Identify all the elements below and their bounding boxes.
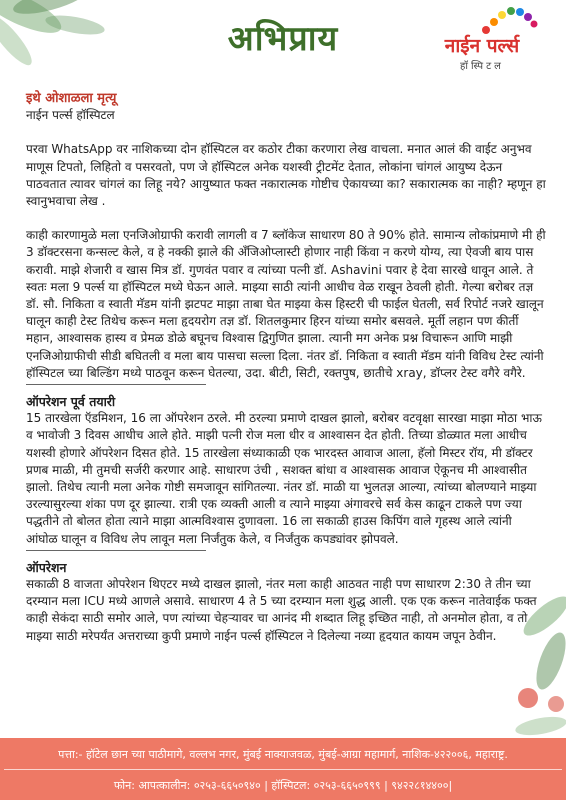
divider xyxy=(26,550,206,551)
article-heading: इथे ओशाळला मृत्यू xyxy=(26,91,117,106)
article-body xyxy=(26,90,546,645)
article-subheading: नाईन पर्ल्स हॉस्पिटल xyxy=(26,108,115,123)
divider xyxy=(26,384,206,385)
hospital-logo xyxy=(412,6,552,80)
footer-address: पत्ता:- हॉटेल छान च्या पाठीमागे, वल्लभ नगर, मुंबई नाक्याजवळ, मुंबई-आग्रा महामार्ग, नाशिक-४२२००६, महाराष्ट्र. xyxy=(58,748,508,761)
section-title-operation: ऑपरेशन xyxy=(26,559,67,575)
logo-name: नाईन पर्ल्स xyxy=(444,35,520,57)
paragraph-intro: परवा WhatsApp वर नाशिकच्या दोन हॉस्पिटल वर कठोर टीका करणारा लेख वाचला. मनात आलं की वाईट अनुभव माणूस टिपतो, लिहितो व पसरवतो, पण जे हॉस्पिटल अनेक यशस्वी ट्रीटमेंट देतात, लोकांना चांगलं आयुष्य देऊन पाठवतात त्यावर चांगलं का लिहू नये? आयुष्यात फक्त नकारात्मक गोष्टीच ऐकायच्या का? सकारात्मक का नाही? म्हणून हा स्वानुभवाचा लेख . xyxy=(26,142,546,209)
logo-subtitle: हॉस्पिटल xyxy=(460,61,504,72)
paragraph-diagnosis: काही कारणामुळे मला एनजिओग्राफी करावी लागली व 7 ब्लॉकेज साधारण 80 ते 90% होते. सामान्य लोकांप्रमाणे मी ही 3 डॉक्टरसना कन्सल्ट केले, व हे नक्की झाले की अँजिओप्लास्टी होणार नाही किंवा न करणे योग्य, त्या ऐवजी बाय पास करावी. माझे शेजारी व खास मित्र डॉ. गुणवंत पवार व त्यांच्या पत्नी डॉ. Ashavini पवार हे देवा सारखे धावून आले. ते स्वतः मला 9 पर्ल्स या हॉस्पिटल मध्ये घेऊन आले. माझ्या साठी त्यांनी आधीच वेळ राखून ठेवली होती. गेल्या बरोबर तज्ञ डॉ. सौ. निकिता व स्वाती मॅडम यांनी झटपट माझा ताबा घेत माझ्या केस हिस्टरी ची फाईल घेतली, सर्व रिपोर्ट नजरे खालून घालून काही टेस्ट तिथेच करून मला हृदयरोग तज्ञ डॉ. शितलकुमार हिरन यांच्या समोर बसवले. मूर्ती लहान पण कीर्ती महान, आश्वासक हास्य व प्रेमळ डोळे बघूनच विश्वास द्विगुणित झाला. त्यानी मग अनेक प्रश्न विचारून आणि माझी एनजिओग्राफीची सीडी बघितली व मला बाय पासचा सल्ला दिला. नंतर डॉ. निकिता व स्वाती मॅडम यांनी विविध टेस्ट त्यांनी हॉस्पिटल च्या बिल्डिंग मध्ये पाठवून करून घेतल्या, उदा. बीटी, सिटी, रक्तपुष, छातीचे xray, डॉप्लर टेस्ट वगैरे वगैरे. xyxy=(26,228,546,380)
footer-phones: फोन: आपत्कालीन: ०२५३-६६५०९४० | हॉस्पिटल: ०२५३-६६५०९९९ | ९४२२८१४४००| xyxy=(113,779,453,792)
section-title-preparation: ऑपरेशन पूर्व तयारी xyxy=(26,394,116,410)
footer-bar xyxy=(0,738,566,800)
paragraph-preparation: 15 तारखेला ऍडमिशन, 16 ला ऑपरेशन ठरले. मी ठरल्या प्रमाणे दाखल झालो, बरोबर वटवृक्षा सारखा माझा मोठा भाऊ व भावोजी 3 दिवस आधीच आले होते. माझी पत्नी रोज मला धीर व आश्वासन देत होती. तिच्या डोळ्यात मला आधीच यशस्वी होणारे ऑपरेशन दिसत होते. 15 तारखेला संध्याकाळी एक भारदस्त आवाज आला, हॅलो मिस्टर रॉय, मी डॉक्टर प्रणब माळी, मी तुमची सर्जरी करणार आहे. साधारण उंची , सशक्त बांधा व आश्वासक आवाज ऐकूनच मी आश्वासीत झालो. तिथेच त्यानी मला अनेक गोष्टी समजावून सांगितल्या. नंतर डॉ. माळी या भुलतज्ञ आल्या, त्यांच्या बोलण्याने माझ्या उरल्यासुरल्या शंका पण दूर झाल्या. रात्री एक व्यक्ती आली व त्याने माझ्या अंगावरचे सर्व केस काढून टाकले पण ज्या पद्धतीने तो बोलत होता त्याने माझा आत्मविश्वास दुणावला. 16 ला सकाळी हाउस किपिंग वाले गृहस्थ आले त्यांनी आंघोळ घालून व विविध लेप लावून मला निर्जंतुक केले, व निर्जंतुक कपड्यांवर झोपवले. xyxy=(26,411,542,546)
paragraph-operation: सकाळी 8 वाजता ओपरेशन थिएटर मध्ये दाखल झालो, नंतर मला काही आठवत नाही पण साधारण 2:30 ते तीन च्या दरम्यान मला ICU मध्ये आणले असावे. साधारण 4 ते 5 च्या दरम्यान मला शुद्ध आली. एक एक करून नातेवाईक फक्त काही सेकंदा साठी समोर आले, पण त्यांच्या चेहऱ्यावर चा आनंद मी शब्दात लिहू इच्छित नाही, तो अनमोल होता, व तो माझ्या साठी मरेपर्यंत अत्तराच्या कुपी प्रमाणे नाईन पर्ल्स हॉस्पिटल ने दिलेल्या नव्या हृदयात कायम जपून ठेवीन. xyxy=(26,577,537,643)
footer-divider xyxy=(4,769,562,770)
page-title: अभिप्राय xyxy=(227,19,339,59)
